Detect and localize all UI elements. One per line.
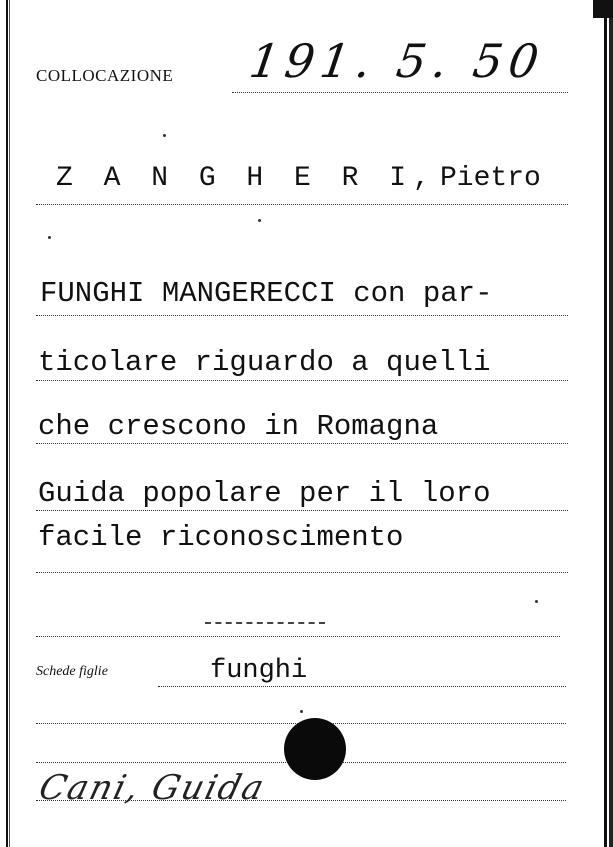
- card-left-edge: [6, 0, 8, 847]
- rule-title-3: [36, 443, 568, 444]
- rule-collocazione: [232, 92, 568, 93]
- author-name: Pietro: [440, 163, 541, 194]
- title-line-4: Guida popolare per il loro: [38, 477, 491, 510]
- rule-title-4: [36, 510, 568, 511]
- title-line-1: FUNGHI MANGERECCI con par-: [40, 277, 493, 310]
- rule-blank: [36, 636, 560, 637]
- card-right-edge: [604, 0, 607, 847]
- rule-schede: [158, 686, 566, 687]
- schede-value: funghi: [210, 656, 308, 686]
- dash-fragment: [205, 622, 325, 624]
- card-left-edge-inner: [9, 0, 10, 847]
- speck: [300, 710, 303, 713]
- title-line-5: facile riconoscimento: [38, 521, 404, 554]
- schede-label: Schede figlie: [36, 664, 108, 679]
- title-line-2: ticolare riguardo a quelli: [38, 346, 491, 379]
- corner-mark: [593, 0, 613, 18]
- signature: Cani, Guida: [35, 768, 270, 808]
- speck: [535, 600, 538, 603]
- speck: [48, 236, 51, 239]
- rule-title-1: [36, 315, 568, 316]
- collocazione-value: 191. 5. 50: [246, 34, 548, 88]
- rule-title-5: [36, 572, 568, 573]
- rule-title-2: [36, 380, 568, 381]
- speck: [163, 134, 166, 137]
- title-line-3: che crescono in Romagna: [38, 410, 439, 443]
- card-right-edge-outer: [609, 0, 613, 847]
- rule-author: [36, 204, 568, 205]
- punch-hole: [284, 718, 346, 780]
- author-surname: Z A N G H E R I,: [56, 163, 437, 194]
- collocazione-label: COLLOCAZIONE: [36, 66, 174, 85]
- speck: [258, 219, 261, 222]
